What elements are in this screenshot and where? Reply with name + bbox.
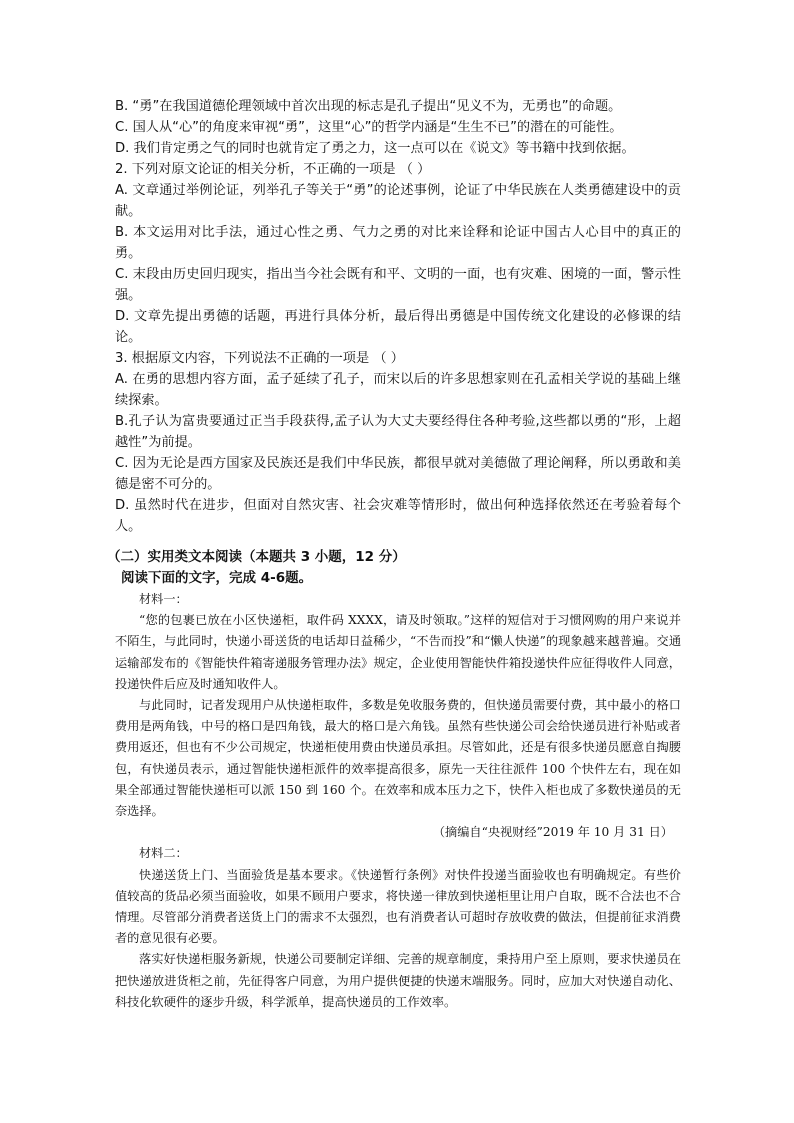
material-1-source: （摘编自“央视财经”2019 年 10 月 31 日） <box>432 825 673 840</box>
q3-option-d: D. 虽然时代在进步，但面对自然灾害、社会灾难等情形时，做出何种选择依然还在考验着每个人。 <box>115 498 681 534</box>
section-2-heading: （二）实用类文本阅读（本题共 3 小题，12 分） <box>107 549 406 565</box>
q2-option-a: A. 文章通过举例论证，列举孔子等关于“勇”的论述事例，论证了中华民族在人类勇德建设中的贡献。 <box>115 183 681 219</box>
material-2-paragraph: 快递送货上门、当面验货是基本要求。《快递暂行条例》对快件投递当面验收也有明确规定。有些价值较高的货品必须当面验收，如果不顾用户要求，将快递一律放到快递柜里让用户自取，既不合法也不合情理。尽管部分消费者送货上门的需求不太强烈，也有消费者认可超时存放收费的做法，但提前征求消费者的意见很有必要。 <box>115 867 681 946</box>
q1-option-d: D. 我们肯定勇之气的同时也就肯定了勇之力，这一点可以在《说文》等书籍中找到依据。 <box>115 141 635 156</box>
material-2-label: 材料二： <box>139 846 188 861</box>
section-2-instruction: 阅读下面的文字，完成 4-6题。 <box>121 570 313 586</box>
q1-options <box>115 96 681 159</box>
q2-stem: 2. 下列对原文论证的相关分析，不正确的一项是 （ ） <box>115 162 431 177</box>
q3-option-a: A. 在勇的思想内容方面，孟子延续了孔子，而宋以后的许多思想家则在孔孟相关学说的基础上继续探索。 <box>115 372 681 408</box>
q1-option-c: C. 国人从“心”的角度来审视“勇”，这里“心”的哲学内涵是“生生不已”的潜在的可能性。 <box>115 120 623 135</box>
question-2 <box>115 159 681 348</box>
q2-option-b: B. 本文运用对比手法，通过心性之勇、气力之勇的对比来诠释和论证中国古人心目中的真正的勇。 <box>115 225 681 261</box>
q1-option-b: B. “勇”在我国道德伦理领域中首次出现的标志是孔子提出“见义不为，无勇也”的命题。 <box>115 99 622 114</box>
q2-option-c: C. 末段由历史回归现实，指出当今社会既有和平、文明的一面，也有灾难、困境的一面，警示性强。 <box>115 267 681 303</box>
material-1-paragraph: 与此同时，记者发现用户从快递柜取件，多数是免收服务费的，但快递员需要付费，其中最小的格口费用是两角钱，中号的格口是四角钱，最大的格口是六角钱。虽然有些快递公司会给快递员进行补贴或者费用返还，但也有不少公司规定，快递柜使用费由快递员承担。尽管如此，还是有很多快递员愿意自掏腰包，有快递员表示，通过智能快递柜派件的效率提高很多，原先一天往往派件 100 个快件左右，现在如果全部通过智能快递柜可以派 150 到 160 个。在效率和成本压力之下，快件入柜也成了多数快递员的无奈选择。 <box>115 698 681 819</box>
material-2-paragraph: 落实好快递柜服务新规，快递公司要制定详细、完善的规章制度，秉持用户至上原则，要求快递员在把快递放进货柜之前，先征得客户同意，为用户提供便捷的快递末端服务。同时，应加大对快递自动化、科技化软硬件的逐步升级，科学派单，提高快递员的工作效率。 <box>115 952 681 1009</box>
q3-option-b: B.孔子认为富贵要通过正当手段获得,孟子认为大丈夫要经得住各种考验,这些都以勇的“形，上超越性”为前提。 <box>115 414 681 450</box>
question-3 <box>115 348 681 537</box>
q2-option-d: D. 文章先提出勇德的话题，再进行具体分析，最后得出勇德是中国传统文化建设的必修课的结论。 <box>115 309 681 345</box>
material-1-paragraph: “您的包裹已放在小区快递柜，取件码 XXXX，请及时领取。”这样的短信对于习惯网购的用户来说并不陌生，与此同时，快递小哥送货的电话却日益稀少，“不告而投”和“懒人快递”的现象越来越普遍。交通运输部发布的《智能快件箱寄递服务管理办法》规定，企业使用智能快件箱投递快件应征得收件人同意，投递快件后应及时通知收件人。 <box>115 613 681 691</box>
section-2 <box>107 547 681 1013</box>
document-page <box>107 96 681 1013</box>
q3-option-c: C. 因为无论是西方国家及民族还是我们中华民族，都很早就对美德做了理论阐释，所以勇敢和美德是密不可分的。 <box>115 456 681 492</box>
q3-stem: 3. 根据原文内容，下列说法不正确的一项是 （ ） <box>115 351 404 366</box>
material-1-label: 材料一： <box>139 592 188 606</box>
